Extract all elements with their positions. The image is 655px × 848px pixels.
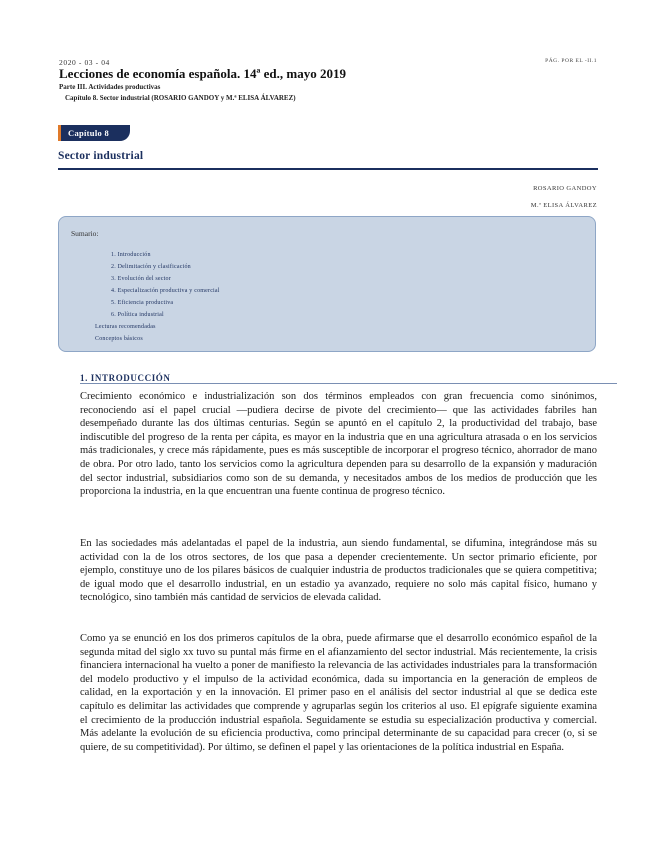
summary-link[interactable]: 2. Delimitación y clasificación xyxy=(111,264,191,270)
document-date: 2020 - 03 - 04 xyxy=(59,58,110,67)
summary-link[interactable]: 6. Política industrial xyxy=(111,312,164,318)
chapter-badge-label: Capítulo 8 xyxy=(68,128,110,138)
chapter-title: Sector industrial xyxy=(58,150,144,162)
page-number: PÁG. POR EL -II.1 xyxy=(545,58,597,64)
author-name: ROSARIO GANDOY xyxy=(533,185,597,192)
summary-link[interactable]: 5. Eficiencia productiva xyxy=(111,300,174,306)
summary-title: Sumario: xyxy=(71,229,99,238)
book-title: Lecciones de economía española. 14ª ed., mayo 2019 xyxy=(59,66,346,81)
section-heading: 1. INTRODUCCIÓN xyxy=(80,373,171,383)
author-name: M.ª ELISA ÁLVAREZ xyxy=(530,202,597,209)
body-paragraph: En las sociedades más adelantadas el papel de la industria, aun siendo fundamental, se difumina, integrándose más su actividad con la de los otros sectores, de los que pasa a depender crecientemente. Un sector primario eficiente, por ejemplo, constituye uno de los pilares básicos de cualquier industria de productos tradicionales que se quiera competitiva; de igual modo que el desarrollo industrial, en un estadio ya avanzado, requiere no solo más capital físico, humano y tecnológico, sino también más cantidad de servicios de elevada calidad. xyxy=(80,538,597,604)
summary-link[interactable]: 4. Especialización productiva y comercial xyxy=(111,288,220,294)
section-divider xyxy=(80,383,617,384)
body-paragraph: Crecimiento económico e industrialización son dos términos empleados con gran frecuencia como sinónimos, reconociendo así el papel crucial —pudiera decirse de pivote del crecimiento— que las actividades fabriles han desempeñado durante las dos últimas centurias. Según se apuntó en el capítulo 2, la productividad del trabajo, base indiscutible del progreso de la renta per cápita, es mayor en la industria que en una agricultura atrasada o en los servicios más tradicionales, y crece más rápidamente, pues es más susceptible de incorporar el progreso técnico, ahorrador de mano de obra. Por otro lado, tanto los servicios como la agricultura dependen para su desarrollo de la expansión y maduración del sector industrial, subsidiarios como son de su demanda, y necesitados ambos de los medios de producción que les proporciona la industria, en la que encuentran una fuente continua de progreso técnico. xyxy=(80,391,597,498)
part-label: Parte III. Actividades productivas xyxy=(59,83,161,91)
chapter-badge xyxy=(58,125,130,141)
summary-link[interactable]: 3. Evolución del sector xyxy=(111,276,171,282)
chapter-line: Capítulo 8. Sector industrial (ROSARIO GANDOY y M.ª ELISA ÁLVAREZ) xyxy=(65,94,296,102)
summary-link[interactable]: Conceptos básicos xyxy=(95,336,143,342)
body-paragraph: Como ya se enunció en los dos primeros capítulos de la obra, puede afirmarse que el desarrollo económico español de la segunda mitad del siglo xx tuvo su puntal más firme en el afianzamiento del sector industrial. Más recientemente, la crisis financiera internacional ha vuelto a poner de manifiesto la relevancia de las actividades industriales para la transformación del modelo productivo y el impulso de la actividad económica, dada su importancia en la generación de empleos de calidad, en la exportación y en la innovación. El primer paso en el análisis del sector industrial al que se dedica este capítulo es delimitar las actividades que comprende y agruparlas según los criterios al uso. El epígrafe siguiente examina el crecimiento de la producción industrial española. Seguidamente se estudia su especialización productiva y comercial. Más adelante la evolución de su eficiencia productiva, como principal determinante de su capacidad para crecer (o, si se quiere, de su competitividad). Por último, se definen el papel y las orientaciones de la política industrial en España. xyxy=(80,633,597,753)
title-divider xyxy=(58,168,598,170)
summary-link[interactable]: Lecturas recomendadas xyxy=(95,324,156,330)
summary-link[interactable]: 1. Introducción xyxy=(111,252,151,258)
summary-box xyxy=(58,216,596,352)
